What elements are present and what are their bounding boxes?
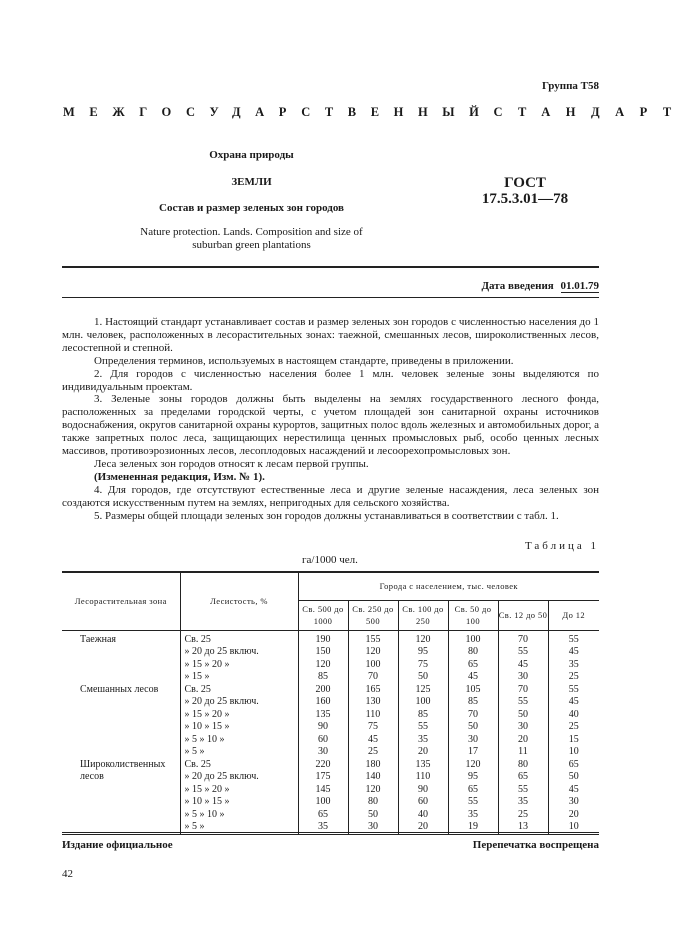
header-city-population: Города с населением, тыс. человек: [298, 572, 599, 600]
forest-cover-range: » 15 » 20 »: [184, 708, 230, 720]
area-value: 160: [315, 696, 331, 707]
area-value: 45: [368, 733, 378, 745]
area-value: 100: [365, 658, 381, 670]
forest-cover-range: » 5 » 10 »: [184, 733, 225, 745]
area-value: 80: [468, 646, 478, 657]
title-line-3: Состав и размер зеленых зон городов: [159, 202, 344, 214]
area-value: 13: [518, 821, 528, 832]
area-value: 110: [365, 708, 381, 720]
value-cell: [398, 759, 448, 835]
area-value: 65: [468, 783, 478, 795]
area-value: 30: [368, 821, 378, 832]
zone-name: Таежная: [80, 633, 117, 645]
area-value: 70: [518, 633, 528, 645]
paragraph: 2. Для городов с численностью населения более 1 млн. человек зеленые зоны выделяются по индивидуальным проектам.: [62, 367, 599, 393]
title-line-1: Охрана природы: [209, 149, 294, 161]
paragraph: 5. Размеры общей площади зеленых зон городов должны устанавливаться в соответствии с табл. 1.: [94, 509, 559, 522]
forest-cover-range: » 15 »: [184, 671, 210, 682]
area-value: 50: [468, 721, 478, 732]
standard-banner: [63, 105, 687, 120]
area-value: 10: [568, 821, 579, 832]
area-value: 135: [415, 758, 431, 770]
area-value: 17: [468, 746, 478, 757]
area-value: 70: [468, 708, 478, 720]
area-value: 45: [468, 671, 478, 682]
header-population-col: Св. 250 до 500: [348, 600, 398, 630]
gost-designation: [470, 175, 580, 207]
area-value: 20: [568, 808, 579, 820]
area-value: 25: [568, 671, 579, 682]
area-value: 155: [365, 633, 381, 645]
area-value: 120: [315, 658, 331, 670]
area-value: 65: [318, 808, 328, 820]
area-value: 130: [365, 696, 381, 707]
area-value: 100: [415, 696, 431, 707]
area-value: 60: [318, 733, 328, 745]
forest-cover-range: Св. 25: [184, 633, 211, 645]
intro-date-label: Дата введения: [481, 280, 554, 292]
area-value: 135: [315, 708, 331, 720]
body-text: [62, 316, 599, 523]
table-row: [62, 630, 599, 684]
forest-cover-range: » 15 » 20 »: [184, 658, 230, 670]
header-population-col: Св. 50 до 100: [448, 600, 498, 630]
area-value: 75: [368, 721, 378, 732]
area-value: 50: [368, 808, 378, 820]
area-value: 90: [418, 783, 428, 795]
area-value: 70: [368, 671, 378, 682]
area-value: 50: [568, 771, 579, 782]
gost-label: ГОСТ: [504, 175, 546, 191]
forest-cover-range: » 20 до 25 включ.: [184, 646, 259, 657]
forest-cover-range: » 5 »: [184, 746, 205, 757]
area-value: 50: [518, 708, 528, 720]
footer-rule: [62, 832, 599, 833]
area-value: 200: [315, 683, 331, 695]
header-population-col: Св. 500 до 1000: [298, 600, 348, 630]
date-rule: [62, 297, 599, 298]
value-cell: [448, 684, 498, 759]
area-value: 30: [518, 671, 528, 682]
area-value: 35: [418, 733, 428, 745]
area-value: 70: [518, 683, 528, 695]
area-value: 85: [318, 671, 328, 682]
zone-name: Смешанных лесов: [80, 683, 159, 695]
area-value: 175: [315, 771, 331, 782]
forest-cover-range: » 20 до 25 включ.: [184, 771, 259, 782]
area-value: 25: [368, 746, 378, 757]
area-value: 30: [568, 796, 579, 807]
value-cell: [298, 684, 348, 759]
area-value: 35: [318, 821, 328, 832]
table-caption: Таблица 1: [524, 540, 599, 552]
zone-cell: [62, 630, 180, 684]
zone-cell: [62, 684, 180, 759]
area-value: 60: [418, 796, 428, 807]
forest-cover-range: » 20 до 25 включ.: [184, 696, 259, 707]
group-code: Группа Т58: [541, 80, 599, 92]
intro-date-value: 01.01.79: [560, 280, 599, 292]
area-value: 35: [568, 658, 579, 670]
area-value: 55: [568, 633, 579, 645]
area-value: 190: [315, 633, 331, 645]
area-value: 65: [568, 758, 579, 770]
area-value: 165: [365, 683, 381, 695]
header-zone: Лесорастительная зона: [62, 572, 180, 630]
gost-number: 17.5.3.01—78: [481, 191, 569, 207]
area-value: 145: [315, 783, 331, 795]
area-value: 20: [518, 733, 528, 745]
area-value: 140: [365, 771, 381, 782]
area-value: 180: [365, 758, 381, 770]
paragraph: 1. Настоящий стандарт устанавливает состав и размер зеленых зон городов с численностью населения до 1 млн. человек, расположенных в лесорастительных зонах: таежной, смешанных лесов, широколиственных лесов, лесостепной и степной.: [62, 316, 599, 354]
area-value: 65: [468, 658, 478, 670]
area-value: 120: [365, 646, 381, 657]
value-cell: [348, 759, 398, 835]
intro-date: [481, 280, 599, 292]
area-value: 95: [468, 771, 478, 782]
header-population-col: До 12: [548, 600, 599, 630]
table-row: [62, 759, 599, 835]
area-value: 30: [518, 721, 528, 732]
area-value: 10: [568, 746, 579, 757]
zone-cell: [62, 759, 180, 835]
forest-cover-range: Св. 25: [184, 758, 211, 770]
area-value: 40: [418, 808, 428, 820]
table-row: [62, 684, 599, 759]
footer-edition: Издание официальное: [62, 839, 173, 851]
area-value: 120: [365, 783, 381, 795]
paragraph: Определения терминов, используемых в настоящем стандарте, приведены в приложении.: [94, 354, 514, 367]
value-cell: [348, 684, 398, 759]
paragraph: 3. Зеленые зоны городов должны быть выделены на землях государственного лесного фонда, расположенных за пределами городской черты, с учетом площадей зон санитарной охраны источников водоснабжения, округов санитарной охраны курортов, защитных полос вдоль железных и автомобильных дорог, а также запретных полос леса, защищающих нерестилища ценных промысловых рыб, особо ценных лесных массивов, противоэрозионных лесов, лесоплодовых насаждений и лесоорехопромысловых зон.: [62, 393, 599, 458]
area-value: 40: [568, 708, 579, 720]
area-value: 45: [568, 783, 579, 795]
area-value: 25: [568, 721, 579, 732]
forest-cover-range: » 10 » 15 »: [184, 796, 230, 807]
area-value: 55: [468, 796, 478, 807]
header-population-col: Св. 12 до 50: [498, 600, 548, 630]
area-value: 55: [568, 683, 579, 695]
area-value: 95: [418, 646, 428, 657]
title-line-2: ЗЕМЛИ: [231, 176, 272, 188]
data-table: [62, 571, 599, 835]
area-value: 120: [465, 758, 481, 770]
area-value: 150: [315, 646, 331, 657]
area-value: 125: [415, 683, 431, 695]
area-value: 20: [418, 746, 428, 757]
area-value: 45: [568, 646, 579, 657]
area-value: 55: [418, 721, 428, 732]
title-english: Nature protection. Lands. Composition and size of suburban green plantations: [140, 226, 363, 251]
area-value: 100: [465, 633, 481, 645]
table-unit: га/1000 чел.: [302, 554, 358, 566]
value-cell: [348, 630, 398, 684]
header-population-col: Св. 100 до 250: [398, 600, 448, 630]
value-cell: [398, 684, 448, 759]
forest-cover-range: » 10 » 15 »: [184, 721, 230, 732]
area-value: 220: [315, 758, 331, 770]
banner-left: МЕЖГОСУДАРСТВЕННЫЙ: [63, 105, 494, 119]
area-value: 45: [568, 696, 579, 707]
area-value: 85: [418, 708, 428, 720]
forest-cover-range: » 15 » 20 »: [184, 783, 230, 795]
value-cell: [498, 630, 548, 684]
value-cell: [548, 630, 599, 684]
value-cell: [498, 759, 548, 835]
forest-cover-cell: [180, 630, 298, 684]
area-value: 30: [468, 733, 478, 745]
value-cell: [498, 684, 548, 759]
value-cell: [448, 630, 498, 684]
value-cell: [298, 630, 348, 684]
forest-cover-range: Св. 25: [184, 683, 211, 695]
area-value: 75: [418, 658, 428, 670]
area-value: 55: [518, 696, 528, 707]
banner-right: СТАНДАРТ: [493, 105, 687, 119]
area-value: 120: [415, 633, 431, 645]
value-cell: [298, 759, 348, 835]
value-cell: [448, 759, 498, 835]
paragraph: 4. Для городов, где отсутствуют естественные леса и другие зеленые насаждения, леса зеленых зон создаются искусственным путем на землях, непригодных для сельского хозяйства.: [62, 483, 599, 509]
area-value: 50: [418, 671, 428, 682]
area-value: 80: [368, 796, 378, 807]
area-value: 25: [518, 808, 528, 820]
area-value: 15: [568, 733, 579, 745]
area-value: 20: [418, 821, 428, 832]
area-value: 19: [468, 821, 478, 832]
paragraph: Леса зеленых зон городов относят к лесам первой группы.: [94, 457, 369, 470]
header-forest-cover: Лесистость, %: [180, 572, 298, 630]
area-value: 85: [468, 696, 478, 707]
area-value: 11: [518, 746, 528, 757]
forest-cover-cell: [180, 684, 298, 759]
forest-cover-cell: [180, 759, 298, 835]
area-value: 90: [318, 721, 328, 732]
forest-cover-range: » 5 » 10 »: [184, 808, 225, 820]
area-value: 55: [518, 646, 528, 657]
page-number: 42: [62, 868, 73, 880]
area-value: 65: [518, 771, 528, 782]
footer-reprint: Перепечатка воспрещена: [472, 839, 599, 851]
area-value: 35: [518, 796, 528, 807]
area-value: 30: [318, 746, 328, 757]
area-value: 35: [468, 808, 478, 820]
zone-name: Широколиственных лесов: [80, 758, 166, 782]
area-value: 45: [518, 658, 528, 670]
forest-cover-range: » 5 »: [184, 821, 205, 832]
area-value: 100: [315, 796, 331, 807]
area-value: 105: [465, 683, 481, 695]
value-cell: [398, 630, 448, 684]
header-rule: [62, 266, 599, 268]
area-value: 55: [518, 783, 528, 795]
area-value: 110: [415, 771, 431, 782]
value-cell: [548, 759, 599, 835]
value-cell: [548, 684, 599, 759]
area-value: 80: [518, 758, 528, 770]
paragraph: (Измененная редакция, Изм. № 1).: [94, 470, 265, 483]
